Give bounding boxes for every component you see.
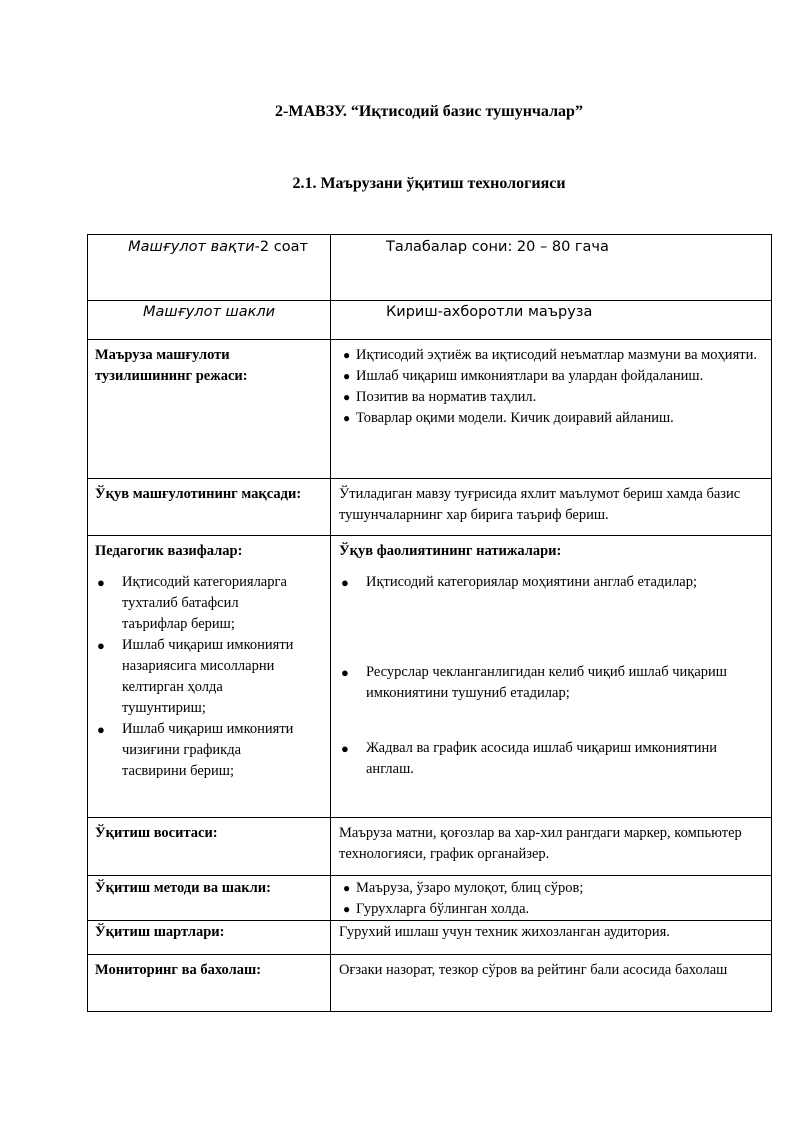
tools-text: Маъруза матни, қоғозлар ва хар-хил рангдаги маркер, компьютер технологияси, график органайзер.	[331, 818, 772, 876]
topic-title: 2-МАВЗУ. “Иқтисодий базис тушунчалар”	[275, 103, 583, 120]
goal-row	[88, 479, 772, 536]
form-label: Машғулот шакли	[143, 304, 276, 320]
time-value: -2 соат	[254, 239, 308, 255]
bullet-icon: ●	[343, 348, 351, 362]
methods-row	[88, 876, 772, 921]
list-item: ● Ресурслар чекланганлигидан келиб чиқиб ишлаб чиқариш имкониятини тушуниб етадилар;	[341, 664, 727, 701]
goal-label: Ўқув машғулотининг мақсади:	[88, 479, 331, 536]
list-item: ● Ишлаб чиқариш имконияти назариясига мисолларни келтирган ҳолда тушунтириш;	[97, 637, 294, 716]
list-item: ● Гурухларга бўлинган холда.	[339, 899, 763, 920]
list-item: ● Иқтисодий категорияларга тухталиб батафсил таърифлар бериш;	[97, 574, 287, 632]
bullet-icon: ●	[343, 902, 351, 916]
monitoring-text: Оғзаки назорат, тезкор сўров ва рейтинг бали асосида бахолаш	[331, 955, 772, 1012]
conditions-label: Ўқитиш шартлари:	[88, 921, 331, 955]
bullet-icon: ●	[343, 390, 351, 404]
methods-label: Ўқитиш методи ва шакли:	[88, 876, 331, 921]
bullet-icon: ●	[343, 881, 351, 895]
goal-text: Ўтиладиган мавзу туғрисида яхлит маълумот бериш хамда базис тушунчаларнинг хар бирига таъриф бериш.	[331, 479, 772, 536]
tasks-list	[95, 572, 323, 782]
form-row	[88, 301, 772, 340]
methods-list	[339, 878, 763, 920]
time-label: Машғулот вақти	[128, 239, 255, 255]
list-item: ● Иқтисодий эҳтиёж ва иқтисодий неъматлар мазмуни ва моҳияти.	[339, 345, 763, 366]
lesson-plan-table	[87, 234, 772, 1012]
bullet-icon: ●	[343, 411, 351, 425]
bullet-icon: ●	[97, 722, 105, 737]
structure-label: Маъруза машғулоти тузилишининг режаси:	[88, 340, 331, 479]
structure-row	[88, 340, 772, 479]
monitoring-row	[88, 955, 772, 1012]
list-item: ● Ишлаб чиқариш имконияти чизиғини графикда тасвирини бериш;	[97, 721, 294, 779]
results-label: Ўқув фаолиятининг натижалари:	[339, 543, 562, 559]
list-item: ● Жадвал ва график асосида ишлаб чиқариш имкониятини англаш.	[341, 740, 718, 777]
bullet-icon: ●	[341, 665, 349, 680]
conditions-text: Гурухий ишлаш учун техник жихозланган аудитория.	[331, 921, 772, 955]
structure-list	[339, 345, 763, 429]
conditions-row	[88, 921, 772, 955]
monitoring-label: Мониторинг ва бахолаш:	[88, 955, 331, 1012]
list-item: ● Маъруза, ўзаро мулоқот, блиц сўров;	[339, 878, 763, 899]
results-list	[339, 572, 763, 780]
tasks-label: Педагогик вазифалар:	[95, 543, 243, 559]
list-item: ● Иқтисодий категориялар моҳиятини англаб етадилар;	[339, 572, 763, 593]
tasks-results-row	[88, 536, 772, 818]
list-item: ● Ишлаб чиқариш имкониятлари ва улардан фойдаланиш.	[339, 366, 763, 387]
bullet-icon: ●	[97, 638, 105, 653]
tools-label: Ўқитиш воситаси:	[88, 818, 331, 876]
students-count: Талабалар сони: 20 – 80 гача	[386, 239, 609, 255]
list-item: ● Товарлар оқими модели. Кичик доиравий айланиш.	[339, 408, 763, 429]
form-value: Кириш-ахборотли маъруза	[386, 304, 593, 320]
tools-row	[88, 818, 772, 876]
bullet-icon: ●	[343, 369, 351, 383]
time-row	[88, 235, 772, 301]
bullet-icon: ●	[341, 741, 349, 756]
section-title: 2.1. Маърузани ўқитиш технологияси	[292, 175, 566, 192]
list-item: ● Позитив ва норматив таҳлил.	[339, 387, 763, 408]
bullet-icon: ●	[341, 575, 349, 590]
bullet-icon: ●	[97, 575, 105, 590]
